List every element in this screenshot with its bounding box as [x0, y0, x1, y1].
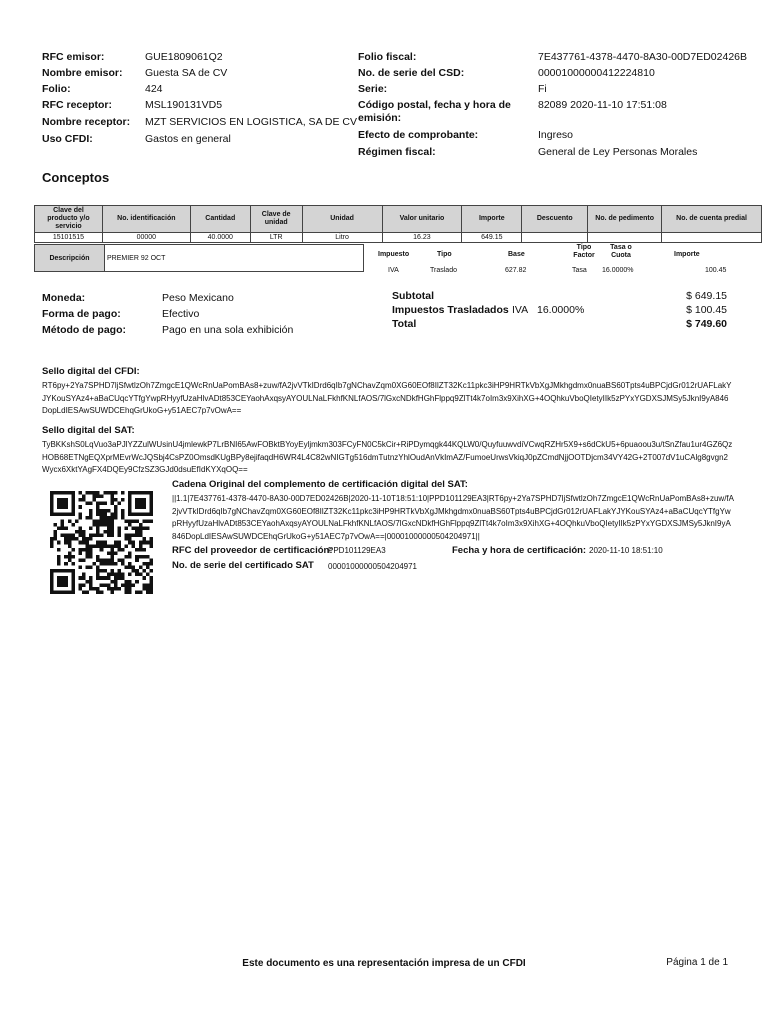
col-descuento: Descuento — [522, 206, 588, 233]
cp-label-line1: Código postal, fecha y hora de — [358, 99, 511, 111]
moneda-value: Peso Mexicano — [162, 292, 234, 304]
col-cuenta-predial: No. de cuenta predial — [662, 206, 762, 233]
impuestos-trasladados-label: Impuestos Trasladados — [392, 304, 509, 316]
rfc-receptor-value: MSL190131VD5 — [145, 99, 223, 111]
nombre-receptor-label: Nombre receptor: — [42, 116, 131, 128]
imp-header-impuesto: Impuesto — [378, 251, 410, 258]
qr-code — [50, 491, 153, 594]
impuestos-tasa: 16.0000% — [537, 304, 585, 316]
imp-row-base: 627.82 — [505, 267, 527, 274]
cell-descuento — [522, 233, 588, 243]
folio-label: Folio: — [42, 83, 71, 95]
imp-header-tasa: Tasa o Cuota — [610, 244, 632, 260]
regimen-label: Régimen fiscal: — [358, 146, 436, 158]
metodo-pago-label: Método de pago: — [42, 324, 126, 336]
forma-pago-value: Efectivo — [162, 308, 200, 320]
nombre-emisor-value: Guesta SA de CV — [145, 67, 228, 79]
footer-text: Este documento es una representación impresa de un CFDI — [242, 958, 526, 969]
rfc-proveedor-label: RFC del proveedor de certificación: — [172, 545, 333, 556]
col-unidad: Unidad — [302, 206, 382, 233]
imp-row-impuesto: IVA — [388, 267, 399, 274]
cp-label-line2: emisión: — [358, 112, 402, 124]
moneda-label: Moneda: — [42, 292, 86, 304]
metodo-pago-value: Pago en una sola exhibición — [162, 324, 294, 336]
csd-label: No. de serie del CSD: — [358, 67, 465, 79]
efecto-value: Ingreso — [538, 129, 574, 141]
rfc-emisor-label: RFC emisor: — [42, 51, 105, 63]
fecha-certificacion-value: 2020-11-10 18:51:10 — [589, 546, 663, 555]
folio-fiscal-value: 7E437761-4378-4470-8A30-00D7ED02426B — [538, 51, 747, 63]
col-clave-unidad: Clave de unidad — [250, 206, 302, 233]
serie-value: Fi — [538, 83, 547, 95]
conceptos-table — [34, 205, 762, 243]
imp-row-tasa: 16.0000% — [602, 267, 634, 274]
cell-cantidad: 40.0000 — [190, 233, 250, 243]
sello-sat-text: TyBKKshS0LqVuo3aPJlYZZulWUsinU4jmlewkP7LrBNI65AwFOBktBYoyEyljmkm303FCyFN0C5kCir+RiPDymqgk44KQLW0/QuyfuuwvdiVCwqRZHr5X9+s6dCkU5+6puaoou3u/tSnZfau1ur4GZ6QzHOB68ETNgEQXprMEvrWcJQSbj4CsPZ0OmsdKUgBPy8ejifaqdH6WR4L4C82wNIGTg516dmTutnzYhlOudAnVkImAZ/FumoeUrwsVkiqJ0pZCmdNjjOOTDjcm34VY42G+2T007dV1uCAlg8gvgn2Wycx6XktYAgFX4DQEy9CfzSZ3GJd0dsuEfIdKYXqOQ== — [42, 440, 733, 474]
serie-certificado-value: 00001000000504204971 — [328, 562, 417, 571]
cell-unidad: Litro — [302, 233, 382, 243]
serie-certificado-label: No. de serie del certificado SAT — [172, 560, 314, 571]
rfc-receptor-label: RFC receptor: — [42, 99, 113, 111]
cell-valor-unitario: 16.23 — [382, 233, 462, 243]
cell-importe: 649.15 — [462, 233, 522, 243]
folio-fiscal-label: Folio fiscal: — [358, 51, 417, 63]
imp-header-tipo: Tipo — [437, 251, 452, 258]
cadena-text: ||1.1|7E437761-4378-4470-8A30-00D7ED02426B|2020-11-10T18:51:10|PPD101129EA3|RT6py+2Ya7SPHD7ljSfwtlzOh7ZmgcE1QWcRnUaPomBAs8+zuw/fA2jvVTkIDrd6qIb7gNChavZqm0XG60EOf8IlZT32Kc11pkc3iHP9HRTkVbXgJMkhgdmx0nuaBS60Tpts4uBPCjdGr012rUAFLakYJYKouSYAz4+aBaCUqcYTfgYwpRHyyfUzaHlvADt853CEYaohAxqsyAYOULNaLFkhfKNLfAOS/7lGxcNDkfHGhFlppq9ZlTt4k7oIm3x9XihXG+4OQhkuVboQIetyIIk5zPYxYGDXSJMSy5JknI9yA846DopLdIESAwSUWDCEhqGrUkoG+y51AEC7p7vOwA==|00001000000504204971|| — [172, 494, 734, 541]
subtotal-value: $ 649.15 — [686, 290, 727, 302]
imp-header-tipo-factor: Tipo Factor — [573, 244, 595, 260]
sello-cfdi-text: RT6py+2Ya7SPHD7ljSfwtlzOh7ZmgcE1QWcRnUaPomBAs8+zuw/fA2jvVTkIDrd6qIb7gNChavZqm0XG60EOf8IlZT32Kc11pkc3iHP9HRTkVbXgJMkhgdmx0nuaBS60Tpts4uBPCjdGr012rUAFLakYJYKouSYAz4+aBaCUqcYTfgYwpRHyyfUzaHlvADt853CEYaohAxqsyAYOULNaLFkhfKNLfAOS/7lGxcNDkfHGhFlppq9ZlTt4k7oIm3x9XihXG+4OQhkuVboQIetyIIk5zPYxYGDXSJMSy5JknI9yA846DopLdIESAwSUWDCEhqGrUkoG+y51AEC7p7vOwA== — [42, 381, 732, 415]
cp-value: 82089 2020-11-10 17:51:08 — [538, 99, 667, 111]
cell-cuenta-predial — [662, 233, 762, 243]
rfc-proveedor-value: PPD101129EA3 — [328, 546, 386, 555]
descripcion-value: PREMIER 92 OCT — [107, 255, 166, 262]
imp-row-tipo: Traslado — [430, 267, 457, 274]
imp-row-tipo-factor: Tasa — [572, 267, 587, 274]
nombre-receptor-value: MZT SERVICIOS EN LOGISTICA, SA DE CV — [145, 116, 357, 128]
impuestos-tipo: IVA — [512, 304, 529, 316]
table-row — [35, 233, 762, 243]
folio-value: 424 — [145, 83, 163, 95]
sello-sat-title: Sello digital del SAT: — [42, 425, 135, 436]
col-clave-producto: Clave del producto y/o servicio — [35, 206, 103, 233]
imp-row-importe: 100.45 — [705, 267, 727, 274]
cell-clave-unidad: LTR — [250, 233, 302, 243]
page-number: Página 1 de 1 — [666, 957, 728, 968]
col-valor-unitario: Valor unitario — [382, 206, 462, 233]
col-pedimento: No. de pedimento — [588, 206, 662, 233]
efecto-label: Efecto de comprobante: — [358, 129, 479, 141]
serie-label: Serie: — [358, 83, 388, 95]
col-importe: Importe — [462, 206, 522, 233]
uso-cfdi-label: Uso CFDI: — [42, 133, 93, 145]
impuestos-value: $ 100.45 — [686, 304, 727, 316]
col-no-identificacion: No. identificación — [102, 206, 190, 233]
cell-clave-producto: 15101515 — [35, 233, 103, 243]
conceptos-title: Conceptos — [42, 170, 110, 185]
descripcion-box — [34, 244, 364, 272]
sello-cfdi-title: Sello digital del CFDI: — [42, 366, 140, 377]
total-label: Total — [392, 318, 417, 330]
descripcion-label: Descripción — [35, 245, 105, 271]
csd-value: 00001000000412224810 — [538, 67, 655, 79]
total-value: $ 749.60 — [686, 318, 727, 330]
cell-pedimento — [588, 233, 662, 243]
uso-cfdi-value: Gastos en general — [145, 133, 231, 145]
imp-header-base: Base — [508, 251, 525, 258]
cell-no-identificacion: 00000 — [102, 233, 190, 243]
rfc-emisor-value: GUE1809061Q2 — [145, 51, 223, 63]
nombre-emisor-label: Nombre emisor: — [42, 67, 123, 79]
table-header-row — [35, 206, 762, 233]
imp-header-importe: Importe — [674, 251, 700, 258]
forma-pago-label: Forma de pago: — [42, 308, 121, 320]
fecha-certificacion-label: Fecha y hora de certificación: — [452, 545, 587, 556]
cadena-title: Cadena Original del complemento de certificación digital del SAT: — [172, 479, 468, 490]
col-cantidad: Cantidad — [190, 206, 250, 233]
regimen-value: General de Ley Personas Morales — [538, 146, 698, 158]
subtotal-label: Subtotal — [392, 290, 434, 302]
